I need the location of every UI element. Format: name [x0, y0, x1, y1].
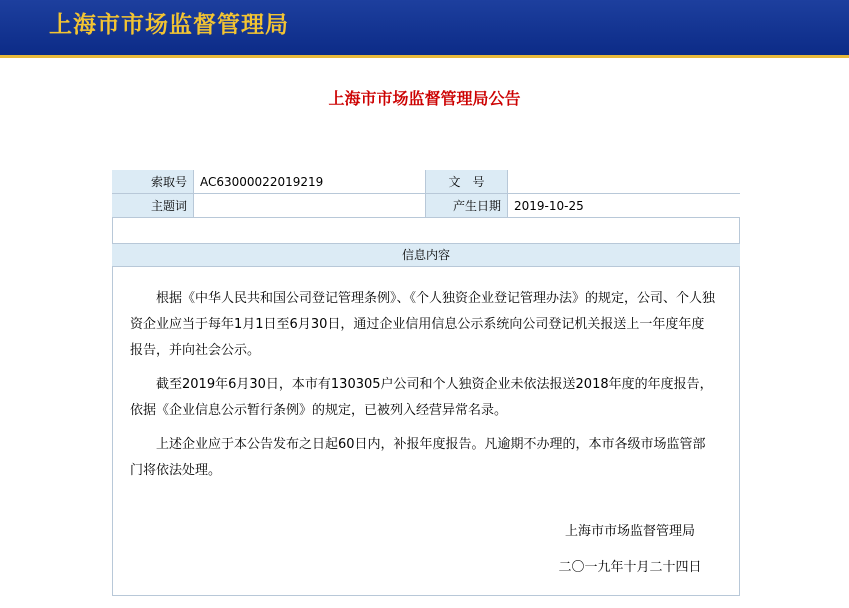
- doc-no-label: 文 号: [426, 170, 508, 194]
- doc-no-value: [508, 170, 740, 194]
- notice-body: [130, 286, 715, 492]
- index-value: AC63000022019219: [194, 170, 426, 194]
- body-paragraph: 根据《中华人民共和国公司登记管理条例》、《个人独资企业登记管理办法》的规定，公司、个人独资企业应当于每年1月1日至6月30日，通过企业信用信息公示系统向公司登记机关报送上一年度年度报告，并向社会公示。: [130, 291, 716, 358]
- subject-value: [194, 194, 426, 218]
- header-divider: [0, 55, 849, 58]
- date-value: 2019-10-25: [508, 194, 740, 218]
- site-title: 上海市市场监督管理局: [49, 12, 289, 38]
- signature: 上海市市场监督管理局: [564, 524, 695, 539]
- subject-label: 主题词: [112, 194, 194, 218]
- signature-date: 二〇一九年十月二十四日: [558, 560, 702, 575]
- date-label: 产生日期: [426, 194, 508, 218]
- meta-row-index: [112, 170, 740, 194]
- body-paragraph: 上述企业应于本公告发布之日起60日内，补报年度报告。凡逾期不办理的，本市各级市场监管部门将依法处理。: [130, 437, 706, 478]
- meta-row-subject: [112, 194, 740, 218]
- content-section-header: 信息内容: [112, 243, 740, 267]
- body-paragraph: 截至2019年6月30日，本市有130305户公司和个人独资企业未依法报送2018年度的年度报告，依据《企业信息公示暂行条例》的规定，已被列入经营异常名录。: [130, 377, 713, 418]
- notice-title: 上海市市场监督管理局公告: [328, 89, 521, 108]
- index-label: 索取号: [112, 170, 194, 194]
